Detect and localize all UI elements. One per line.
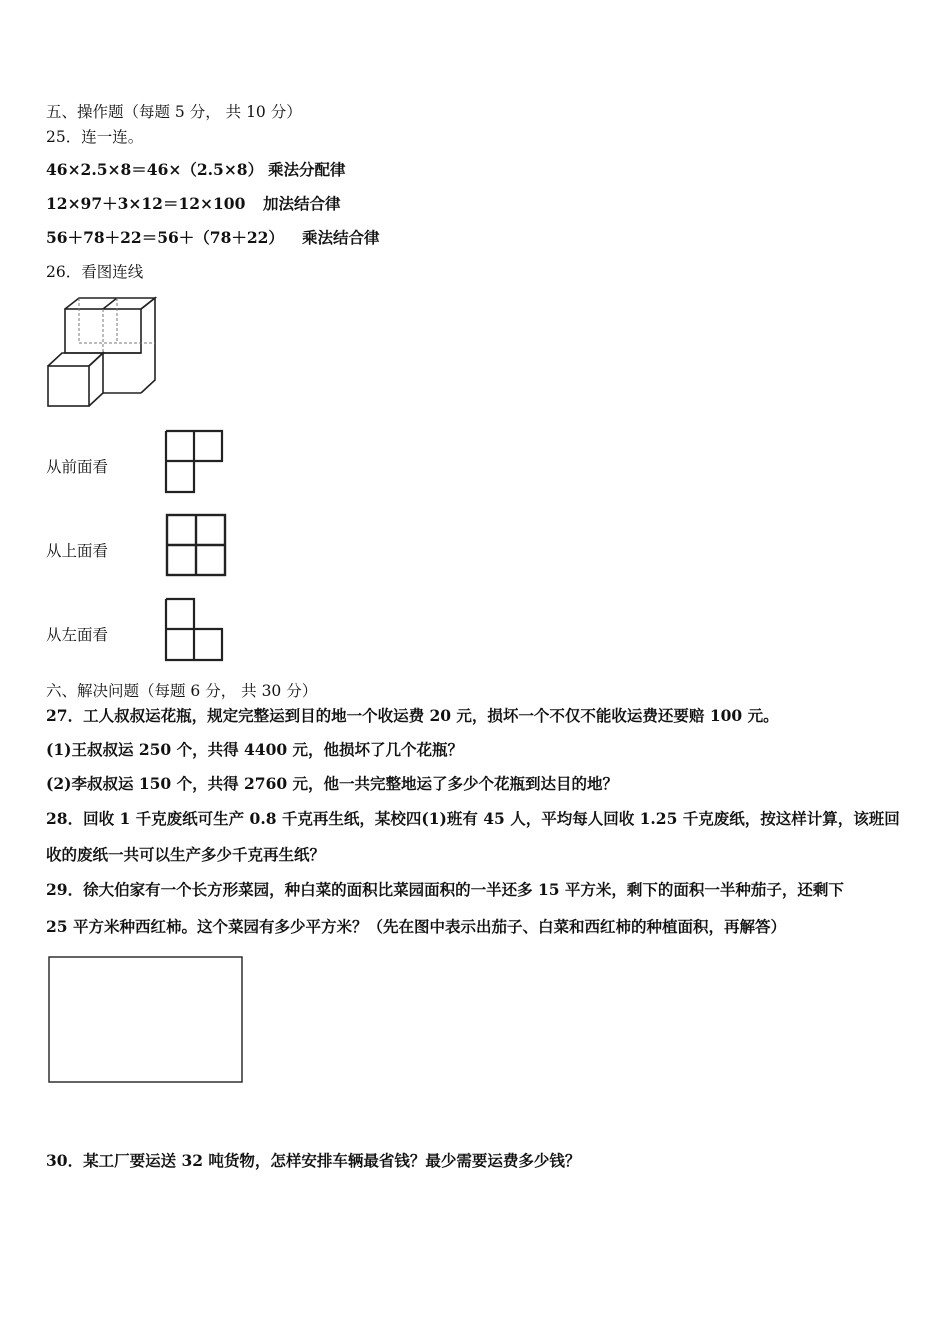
q29-line2: 25 平方米种西红柿。这个菜园有多少平方米？（先在图中表示出茄子、白菜和西红柿的种植面积，再解答） bbox=[46, 917, 786, 936]
cube-solid-figure bbox=[44, 296, 159, 412]
q26-stem: 26．看图连线 bbox=[46, 263, 144, 281]
view-label-left: 从左面看 bbox=[46, 626, 109, 644]
q30-stem: 30．某工厂要运送 32 吨货物，怎样安排车辆最省钱？最少需要运费多少钱？ bbox=[46, 1151, 581, 1170]
q27-stem: 27．工人叔叔运花瓶，规定完整运到目的地一个收运费 20 元，损坏一个不仅不能收运费还要赔 100 元。 bbox=[46, 706, 779, 725]
view-label-front: 从前面看 bbox=[46, 458, 109, 476]
garden-rectangle bbox=[48, 956, 244, 1084]
q25-law-1: 乘法分配律 bbox=[268, 160, 346, 179]
q27-sub1: (1)王叔叔运 250 个，共得 4400 元，他损坏了几个花瓶？ bbox=[46, 740, 464, 759]
q25-stem: 25．连一连。 bbox=[46, 128, 144, 146]
q25-expression-2: 12×97＋3×12＝12×100 bbox=[46, 194, 246, 213]
section6-title: 六、解决问题（每题 6 分， 共 30 分） bbox=[46, 682, 318, 700]
q25-law-2: 加法结合律 bbox=[263, 194, 341, 213]
q25-expression-1: 46×2.5×8＝46×（2.5×8） bbox=[46, 160, 264, 179]
left-view-figure bbox=[164, 596, 224, 662]
front-view-figure bbox=[164, 428, 224, 494]
q28-line2: 收的废纸一共可以生产多少千克再生纸？ bbox=[46, 845, 326, 864]
q28-line1: 28．回收 1 千克废纸可生产 0.8 千克再生纸，某校四(1)班有 45 人，平均每人回收 1.25 千克废纸，按这样计算，该班回 bbox=[46, 809, 900, 828]
view-label-top: 从上面看 bbox=[46, 542, 109, 560]
top-view-figure bbox=[164, 512, 228, 578]
q25-expression-3: 56＋78＋22＝56＋（78＋22） bbox=[46, 228, 284, 247]
q27-sub2: (2)李叔叔运 150 个，共得 2760 元，他一共完整地运了多少个花瓶到达目的地？ bbox=[46, 774, 619, 793]
q25-law-3: 乘法结合律 bbox=[302, 228, 380, 247]
section5-title: 五、操作题（每题 5 分， 共 10 分） bbox=[46, 103, 302, 121]
q29-line1: 29．徐大伯家有一个长方形菜园，种白菜的面积比菜园面积的一半还多 15 平方米，剩下的面积一半种茄子，还剩下 bbox=[46, 880, 844, 899]
